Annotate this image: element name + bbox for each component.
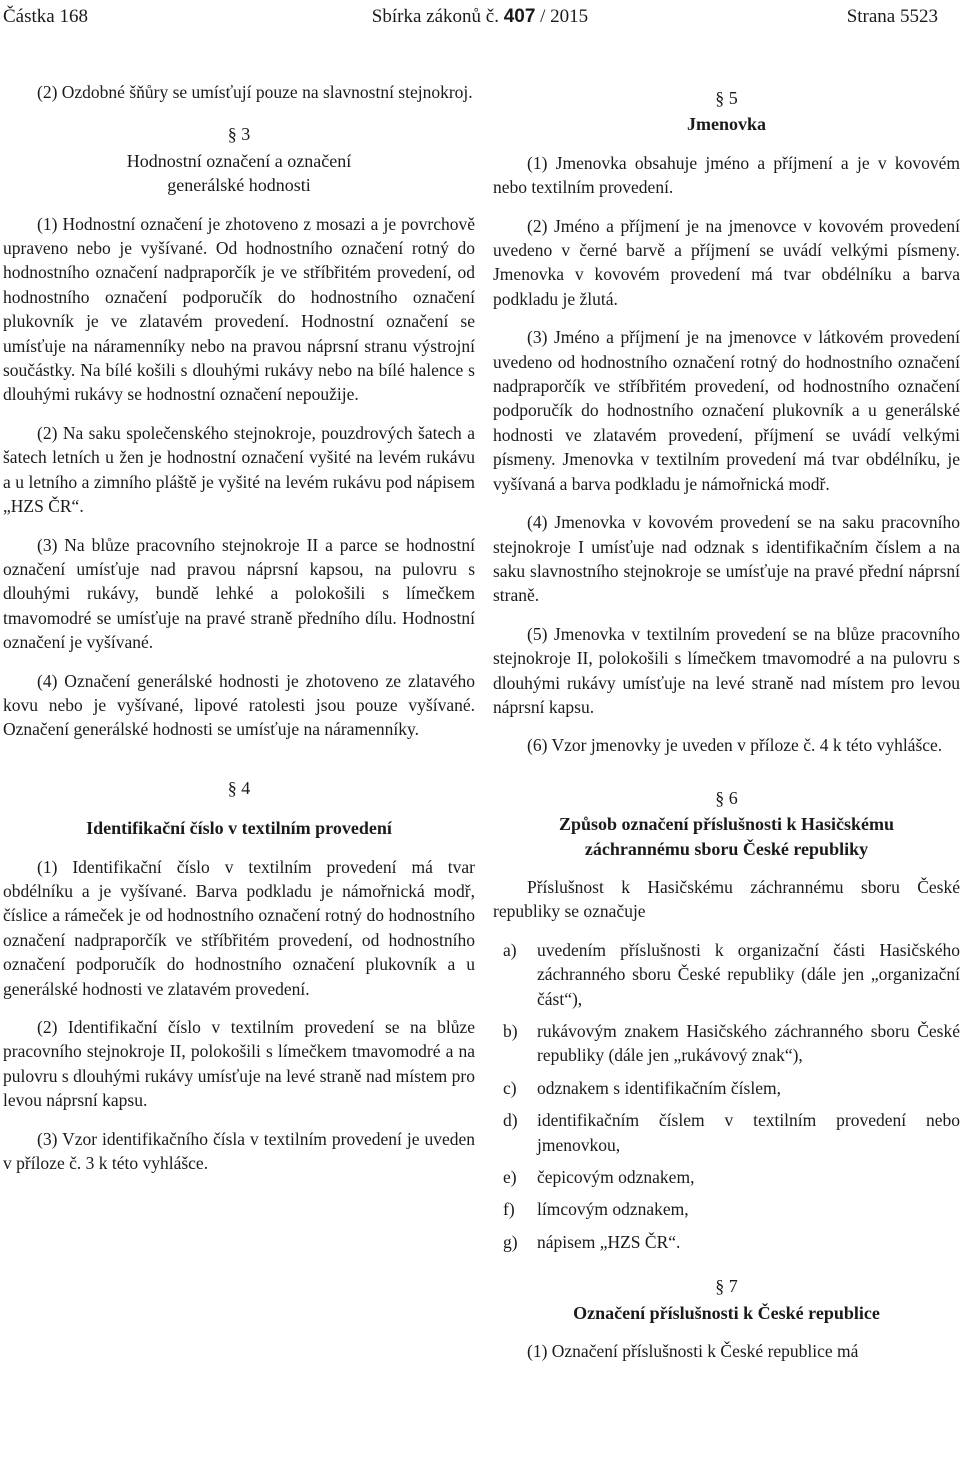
- section-mark: § 4: [227, 777, 251, 798]
- paragraph: (2) Na saku společenského stejnokroje, pouzdrových šatech a šatech letních u žen je hodnostní označení vyšité na levém rukávu a u letního a zimního pláště je vyšité na levém rukávu pod nápisem „HZS ČR“.: [3, 422, 475, 517]
- page-header: [0, 6, 960, 32]
- section-title: [493, 812, 960, 861]
- section-title: Označení příslušnosti k České republice: [573, 1302, 880, 1323]
- paragraph: (1) Označení příslušnosti k České republice má: [527, 1341, 859, 1362]
- right-column: [493, 80, 960, 1377]
- paragraph: (1) Identifikační číslo v textilním provedení má tvar obdélníku a je vyšívané. Barva podkladu je námořnická modř, číslice a rámeček je od hodnostního označení rotný do hodnostního označení nadpraporčík ve stříbřitém provedení, od hodnostního označení podporučík do hodnostního označení plukovník a u generálské hodnosti ve zlatavém provedení.: [3, 856, 475, 999]
- header-collection: [0, 6, 960, 28]
- paragraph: (4) Označení generálské hodnosti je zhotoveno ze zlatavého kovu nebo je vyšívané, lipové ratolesti jsou pouze vyšívané. Označení generálské hodnosti se umísťuje na náramenníky.: [3, 670, 475, 740]
- list-item-text: uvedením příslušnosti k organizační části Hasičského záchranného sboru České republiky (dále jen „organizační část“),: [537, 939, 960, 1009]
- list-item-label: a): [503, 939, 517, 960]
- section-title-line: Hodnostní označení a označení: [126, 150, 352, 171]
- section-mark: § 5: [715, 88, 738, 108]
- list-item: [493, 1108, 960, 1157]
- paragraph: (4) Jmenovka v kovovém provedení se na saku pracovního stejnokroje I umísťuje nad odznak s identifikačním číslem a na saku slavnostního stejnokroje se umísťuje na pravé přední náprsní straně.: [493, 512, 960, 606]
- section-title-line: záchrannému sboru České republiky: [584, 838, 869, 859]
- paragraph: (2) Jméno a příjmení je na jmenovce v kovovém provedení uvedeno v černé barvě a příjmení se uvádí velkými písmeny. Jmenovka v kovovém provedení má tvar obdélníku a barva podkladu je žlutá.: [493, 215, 960, 309]
- paragraph: (1) Jmenovka obsahuje jméno a příjmení a je v kovovém nebo textilním provedení.: [493, 152, 960, 198]
- list-item: [493, 938, 960, 1011]
- list-item-text: čepicovým odznakem,: [537, 1167, 695, 1188]
- list-item-text: identifikačním číslem v textilním provedení nebo jmenovkou,: [537, 1110, 960, 1155]
- list-item: [493, 1197, 960, 1221]
- list-item: [493, 1019, 960, 1068]
- paragraph: (2) Identifikační číslo v textilním provedení se na blůze pracovního stejnokroje II, polokošili s límečkem tmavomodré a na pulovru s dlouhými rukávy umísťuje na levé straně nad místem pro levou náprsní kapsu.: [3, 1017, 475, 1111]
- list-item-label: e): [503, 1167, 517, 1188]
- section-mark: § 6: [715, 787, 738, 808]
- section-mark: § 7: [715, 1276, 738, 1297]
- list-item: [493, 1076, 960, 1100]
- list-item: [493, 1230, 960, 1254]
- section-title: [3, 149, 475, 198]
- list-item-text: nápisem „HZS ČR“.: [537, 1231, 681, 1252]
- header-collection-number: 407: [503, 6, 536, 27]
- header-part: Částka 168: [3, 6, 88, 27]
- header-page-number: Strana 5523: [846, 6, 938, 27]
- section-title: Identifikační číslo v textilním provedení: [86, 818, 392, 839]
- enumeration-list: [493, 938, 960, 1254]
- left-column: [3, 80, 475, 1189]
- list-item-label: b): [503, 1021, 518, 1041]
- list-item-label: f): [503, 1199, 515, 1220]
- paragraph: (5) Jmenovka v textilním provedení se na blůze pracovního stejnokroje II, polokošili s límečkem tmavomodré a na pulovru s dlouhými rukávy umísťuje na levé straně nad místem pro levou náprsní kapsu.: [493, 623, 960, 717]
- list-item-text: odznakem s identifikačním číslem,: [537, 1077, 781, 1098]
- header-collection-prefix: Sbírka zákonů č.: [371, 6, 499, 27]
- section-title: Jmenovka: [686, 114, 766, 135]
- paragraph: (3) Vzor identifikačního čísla v textilním provedení je uveden v příloze č. 3 k této vyhlášce.: [3, 1128, 475, 1174]
- list-item-label: c): [503, 1077, 517, 1098]
- section-title-line: generálské hodnosti: [167, 175, 311, 196]
- header-collection-year: / 2015: [540, 6, 589, 27]
- section-title-line: Způsob označení příslušnosti k Hasičskému: [558, 814, 895, 835]
- paragraph: (1) Hodnostní označení je zhotoveno z mosazi a je povrchově upraveno nebo je vyšívané. Od hodnostního označení rotný do hodnostního označení nadpraporčík je ve stříbřitém provedení, od hodnostního označení podporučík do hodnostního označení plukovník je ve zlatavém provedení. Hodnostní označení se umísťuje na náramenníky nebo na pravou náprsní stranu výstrojní součástky. Na bílé košili s dlouhými rukávy nebo na bílé halence s dlouhými rukávy se hodnostní označení nepoužije.: [3, 213, 475, 405]
- list-item-label: g): [503, 1231, 518, 1252]
- list-item-text: rukávovým znakem Hasičského záchranného sboru České republiky (dále jen „rukávový znak“),: [537, 1021, 960, 1066]
- list-item-label: d): [503, 1110, 518, 1131]
- paragraph: (2) Ozdobné šňůry se umísťují pouze na slavnostní stejnokroj.: [37, 82, 473, 102]
- paragraph: Příslušnost k Hasičskému záchrannému sboru České republiky se označuje: [493, 876, 960, 922]
- section-mark: § 3: [227, 124, 251, 145]
- paragraph: (3) Na blůze pracovního stejnokroje II a parce se hodnostní označení umísťuje nad pravou náprsní kapsou, na pulovru s dlouhými rukávy, bundě lehké a polokošili s límečkem tmavomodré se umísťuje na pravé straně předního dílu. Hodnostní označení je vyšívané.: [3, 534, 475, 653]
- paragraph: (6) Vzor jmenovky je uveden v příloze č. 4 k této vyhlášce.: [527, 735, 943, 756]
- list-item-text: límcovým odznakem,: [537, 1199, 689, 1220]
- paragraph: (3) Jméno a příjmení je na jmenovce v látkovém provedení uvedeno od hodnostního označení rotný do hodnostního označení nadpraporčík ve stříbřitém provedení, od hodnostního označení podporučík do hodnostního označení plukovník a u generálské hodnosti ve zlatavém provedení, příjmení se uvádí velkými písmeny. Jmenovka v textilním provedení má tvar obdélníku, je vyšívaná a barva podkladu je námořnická modř.: [493, 327, 960, 494]
- list-item: [493, 1165, 960, 1189]
